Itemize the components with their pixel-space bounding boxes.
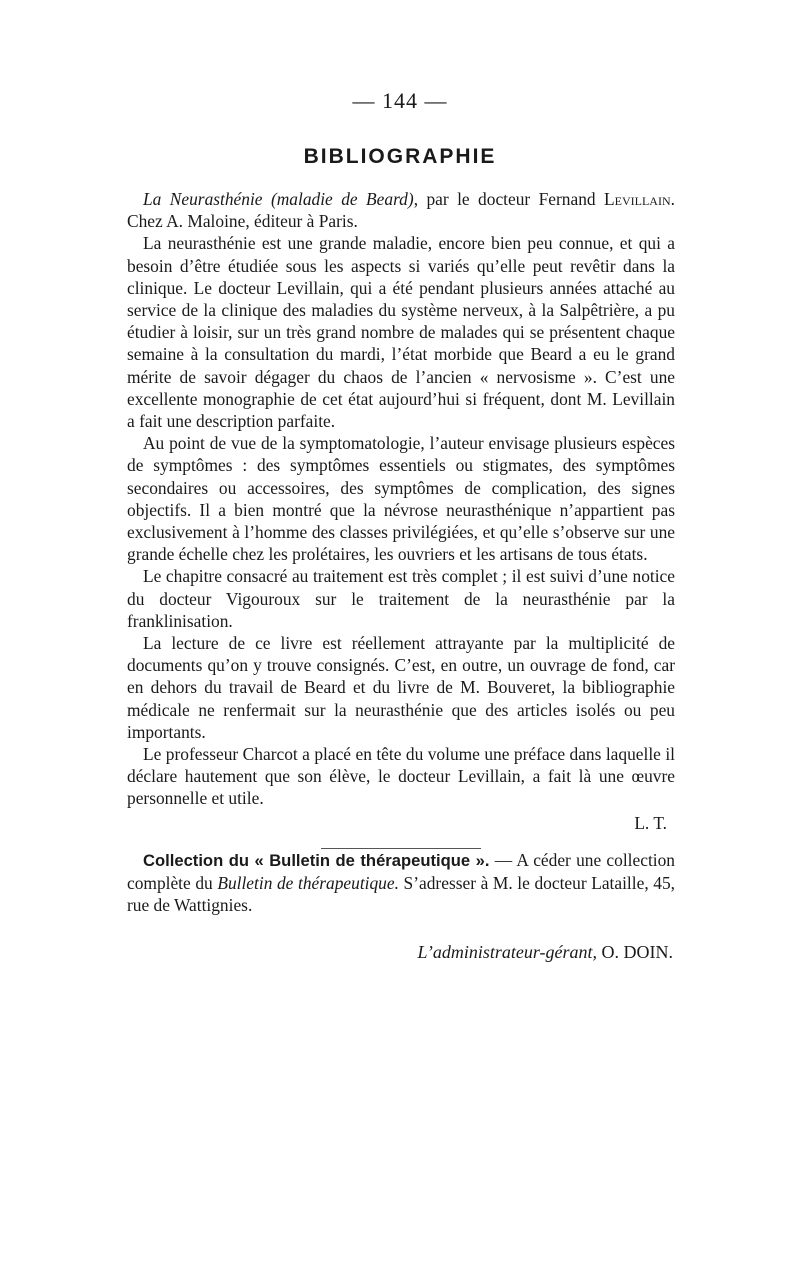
administrator-line [127,941,675,963]
book-title: La Neurasthénie [143,189,263,209]
review-paragraph: Au point de vue de la symptomatologie, l’auteur envisage plusieurs espèces de symptômes : des symptômes essentiels ou stigmates, des symptômes secondaires ou accessoires, des symptômes de complication, des signes objectifs. Il a bien montré que la névrose neurasthénique n’appartient pas exclusivement à l’homme des classes privilégiées, et qu’elle s’observe sur une grande échelle chez les prolétaires, les ouvriers et les artisans de tous états. [127,433,675,565]
notice-rest: S’adresser à M. le docteur Lataille, 45, rue de Wattignies. [127,873,675,916]
administrator-name: O. DOIN. [597,941,673,962]
book-author-surname: Levillain. [604,189,675,209]
book-subtitle: (maladie de Beard) [270,189,414,209]
notice-lead: — A céder une collection complète du [127,849,675,894]
notice-journal: Bulletin de thérapeutique. [217,873,399,894]
administrator-role: L’administrateur-gérant, [417,941,597,962]
review-paragraph: Le professeur Charcot a placé en tête du volume une préface dans laquelle il déclare hautement que son élève, le docteur Levillain, a fait là une œuvre personnelle et utile. [127,744,675,809]
book-reference [127,188,675,232]
review-paragraph: La neurasthénie est une grande maladie, encore bien peu connue, et qui a besoin d’être étudiée sous les aspects si variés qu’elle peut revêtir dans la clinique. Le docteur Levillain, qui a été pendant plusieurs années attaché au service de la clinique des maladies du système nerveux, à la Salpêtrière, a pu étudier à loisir, sur un très grand nombre de malades qui se présentent chaque semaine à la consultation du mardi, l’état morbide que Beard a eu le grand mérite de savoir dégager du chaos de l’ancien « nervosisme ». C’est une excellente monographie de cet état aujourd’hui si fréquent, dont M. Levillain a fait une description parfaite. [127,233,675,432]
section-title: BIBLIOGRAPHIE [303,145,497,168]
book-publisher: Chez A. Maloine, éditeur à Paris. [127,211,358,232]
review-paragraph: La lecture de ce livre est réellement attrayante par la multiplicité de documents qu’on y trouve consignés. C’est, en outre, un ouvrage de fond, car en dehors du travail de Beard et du livre de M. Bouveret, la bibliographie médicale ne renfermait sur la neurasthénie que des articles isolés ou peu importants. [127,633,675,742]
notice-title: Collection du « Bulletin de thérapeutique ». [143,850,490,870]
page-body [127,188,675,963]
page-number: — 144 — [352,88,448,113]
review-paragraph: Le chapitre consacré au traitement est très complet ; il est suivi d’une notice du docteur Vigouroux sur le traitement de la neurasthénie par la franklinisation. [127,566,675,631]
collection-notice [127,849,675,917]
book-author-prefix: , par le docteur Fernand [413,189,596,209]
review-signature: L. T. [634,812,667,833]
